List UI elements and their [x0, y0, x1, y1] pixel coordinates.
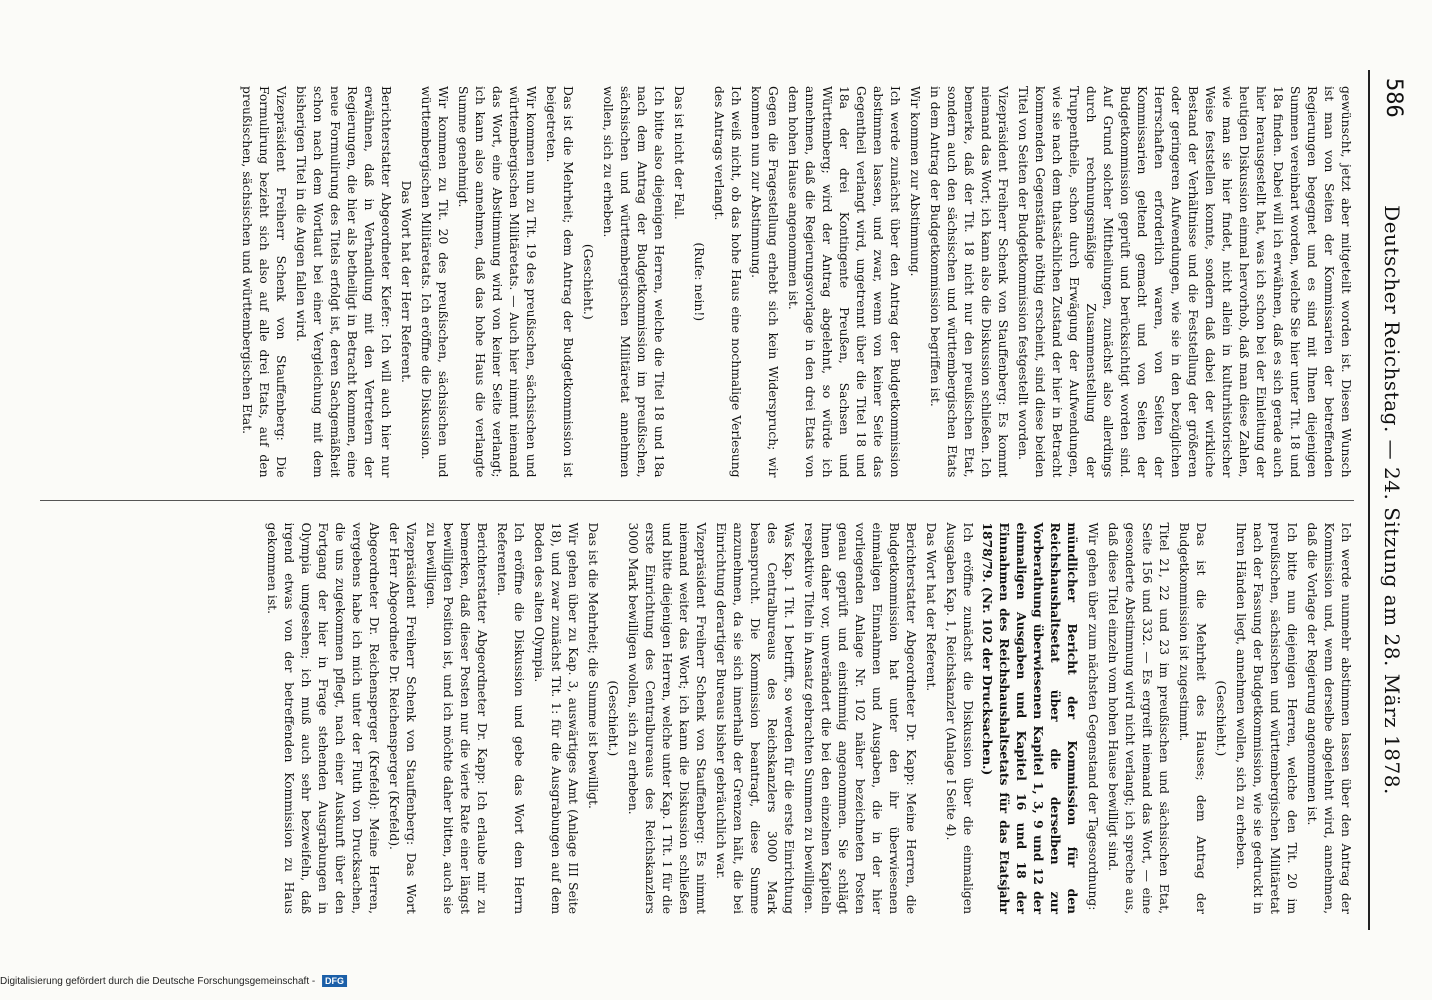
paragraph: Vizepräsident Freiherr Schenk von Stauffenberg: Es kommt niemand das Wort; ich kann also die Diskussion schließen. Ich bemerke, daß der Tit. 18 nicht nur den preußischen Etat, sondern auch den sächsischen und württembergischen Etats in dem Antrag der Budgetkommission begriffen ist. [928, 86, 1010, 478]
credit-strip [0, 962, 1432, 1000]
running-title: Deutscher Reichstag. — 24. Sitzung am 28. März 1878. [1380, 205, 1404, 795]
paragraph: Das Wort hat der Herr Referent. [399, 180, 413, 383]
paragraph: Berichterstatter Abgeordneter Kiefer: Ich will auch hier nur erwähnen, daß in Verhandlung mit den Vertretern der Regierungen, die hier als betheiligt in Betracht kommen, eine neue Formulirung des Titels erfolgt ist, deren Sachgemäßheit schon nach dem Wortlaut bei einer Vergleichung mit dem bisherigen Titel in die Augen fallen wird. [294, 86, 393, 478]
paragraph: Ich eröffne die Diskussion und gebe das Wort dem Herrn Referenten. [495, 522, 526, 914]
interjection: (Geschieht.) [606, 680, 620, 757]
paragraph: Ich werde zunächst über den Antrag der Budgetkommission abstimmen lassen, und zwar, wenn von keiner Seite das Gegentheil verlangt wird, ungetrennt über die Titel 18 und 18a der drei Kontingente Preußen, Sachsen und Württemberg; wird der Antrag abgelehnt, so würde ich annehmen, daß die Regierungsvorlage in den drei Etats von dem hohen Hause angenommen ist. [786, 86, 902, 478]
agenda-item-heading: mündlicher Bericht der Kommission für den Reichshaushaltsetat über die derselben zur Vorberathung überwiesenen Kapitel 1, 3, 9 und 12 der einmaligen Ausgaben und Kapitel 16 und 18 der Einnahmen des Reichshaushaltsetats für das Etatsjahr 1878/79. (Nr. 102 der Drucksachen.) [980, 522, 1080, 914]
paragraph: Ich bitte also diejenigen Herren, welche die Titel 18 und 18a nach dem Antrag der Budgetkommission im preußischen, sächsischen und württembergischen Militäretat annehmen wollen, sich zu erheben. [601, 86, 666, 478]
paragraph: Gegen die Fragestellung erhebt sich kein Widerspruch; wir kommen nun zur Abstimmung. [749, 86, 780, 478]
paragraph: Wir kommen nun zu Tit. 19 des preußischen, sächsischen und württembergischen Militäretats. — Auch hier nimmt niemand das Wort, eine Abstimmung wird von keiner Seite verlangt; ich kann also annehmen, daß das hohe Haus die verlangte Summe genehmigt. [456, 86, 538, 478]
paragraph: Das ist die Mehrheit; dem Antrag der Budgetkommission ist beigetreten. [544, 86, 575, 478]
page-header [1352, 0, 1432, 1000]
right-column [40, 500, 1354, 937]
paragraph: Das ist die Mehrheit des Hauses; dem Antrag der Budgetkommission ist zugestimmt. [1177, 522, 1208, 914]
paragraph: Vizepräsident Freiherr Schenk von Stauffenberg: Das Wort der Herr Abgeordnete Dr. Reichensperger (Krefeld). [387, 522, 418, 914]
paragraph: Was Kap. 1 Tit. 1 betrifft, so werden für die erste Einrichtung des Centralbureaus des Reichskanzlers 3000 Mark beansprucht. Die Kommission beantragt, diese Summe anzunehmen, da sie sich innerhalb der Grenzen hält, die bei Einrichtung derartiger Bureaus bisher gebräuchlich war. [714, 522, 796, 914]
dfg-logo: DFG [322, 975, 347, 987]
paragraph: Ich werde nunmehr abstimmen lassen über den Antrag der Kommission und, wenn derselbe abgelehnt wird, annehmen, daß die Vorlage der Regierung angenommen ist. [1305, 522, 1353, 914]
paragraph: Titel 21, 22 und 23 im preußischen und sächsischen Etat, Seite 156 und 332. — Es ergreift niemand das Wort, — eine gesonderte Abstimmung wird nicht verlangt; ich spreche aus, daß diese Titel einzeln vom hohen Hause bewilligt sind. [1106, 522, 1171, 914]
paragraph: Ich bitte nun diejenigen Herren, welche den Tit. 20 im preußischen, sächsischen und württembergischen Militäretat nach der Fassung der Budgetkommission, wie sie gedruckt in Ihren Händen liegt, annehmen wollen, sich zu erheben. [1234, 522, 1299, 914]
text-columns [40, 64, 1354, 936]
paragraph: Vizepräsident Freiherr Schenk von Stauffenberg: Die Formulirung bezieht sich also auf alle drei Etats, auf den preußischen, sächsischen und württembergischen Etat. [240, 86, 288, 478]
paragraph: Wir kommen zur Abstimmung. [908, 86, 922, 277]
interjection: (Rufe: nein!) [692, 242, 706, 322]
left-column [40, 64, 1354, 500]
header-rule [1368, 70, 1370, 930]
credit-text: Digitalisierung gefördert durch die Deutsche Forschungsgemeinschaft - [0, 976, 316, 987]
interjection: (Geschieht.) [581, 243, 595, 320]
paragraph: Wir gehen über zu Kap. 3, auswärtiges Amt (Anlage III Seite 18), und zwar zunächst Tit. 1: für die Ausgrabungen auf dem Boden des alten Olympia. [532, 522, 580, 914]
paragraph: Wir gehen über zum nächsten Gegenstand der Tagesordnung: [1086, 522, 1100, 911]
paragraph: Das ist nicht der Fall. [672, 86, 686, 220]
page-number: 586 [1381, 78, 1406, 118]
paragraph: Ich weiß nicht, ob das hohe Haus eine nochmalige Verlesung des Antrags verlangt. [712, 86, 743, 478]
paragraph: Das ist die Mehrheit; die Summe ist bewilligt. [586, 522, 600, 809]
paragraph: Ich eröffne zunächst die Diskussion über die einmaligen Ausgaben Kap. 1, Reichskanzler (Anlage I Seite 4). [944, 522, 975, 914]
paragraph: gewünscht, jetzt aber mitgeteilt worden ist. Diesen Wunsch ist man von Seiten der Kommissarien der betreffenden Regierungen begegnet und es sind mit Ihnen diejenigen Summen vereinbart worden, welche Sie hier unter Tit. 18 und 18a finden. Dabei will ich erwähnen, daß es sich gerade auch hier herausgestellt hat, was ich schon bei der Einleitung der heutigen Diskussion einmal hervorhob, daß man diese Zahlen, wie man sie hier findet, nicht allein in kulturhistorischer Weise feststellen konnte, sondern daß dabei der wirkliche Bestand der Verhältnisse und die Feststellung der größeren oder geringeren Aufwendungen, wie sie in den bezüglichen Herrschaften erforderlich waren, von Seiten der Kommissarien geltend gemacht und von Seiten der Budgetkommission geprüft und berücksichtigt worden sind. Auf Grund solcher Mittheilungen, zunächst also allerdings durch rechnungsmäßige Zusammenstellung der Truppentheile, schon durch Erwägung der Aufwendungen, wie sie nach dem thatsächlichen Zustand der hier in Betracht kommenden Gegenstände nöthig erscheint, sind diese beiden Titel von Seiten der Budgetkommission festgestellt worden. [1016, 86, 1353, 478]
credit-line [0, 962, 1432, 1000]
paragraph: Vizepräsident Freiherr Schenk von Stauffenberg: Es nimmt niemand weiter das Wort; ich kann die Diskussion schließen und bitte diejenigen Herren, welche unter Kap. 1 Tit. 1 für die erste Einrichtung des Centralbureaus des Reichskanzlers 3000 Mark bewilligen wollen, sich zu erheben. [626, 522, 708, 914]
paragraph: Das Wort hat der Referent. [924, 522, 938, 692]
paragraph: Abgeordneter Dr. Reichensperger (Krefeld): Meine Herren, vergebens habe ich mich unter der Fluth von Drucksachen, die uns zugekommen pflegt, nach einer Auskunft über den Fortgang der hier in Frage stehenden Ausgrabungen in Olympia umgesehen; ich muß auch sehr bezweifeln, daß irgend etwas von der betreffenden Kommission zu Haus gekommen ist. [265, 522, 381, 914]
paragraph: Berichterstatter Abgeordneter Dr. Kapp: Meine Herren, die Budgetkommission hat unter den ihr überwiesenen einmaligen Einnahmen und Ausgaben, die in der hier vorliegenden Anlage Nr. 102 näher bezeichneten Posten genau geprüft und einstimmig angenommen. Sie schlägt Ihnen daher vor, unverändert die bei den einzelnen Kapiteln respektive Titeln in Ansatz gebrachten Summen zu bewilligen. [802, 522, 918, 914]
paragraph: Wir kommen zu Tit. 20 des preußischen, sächsischen und württembergischen Militäretats. Ich eröffne die Diskussion. [419, 86, 450, 478]
paragraph: Berichterstatter Abgeordneter Dr. Kapp: Ich erlaube mir zu bemerken, daß dieser Posten nur die vierte Rate einer längst bewilligten Position ist, und ich möchte daher bitten, auch sie zu bewilligen. [424, 522, 489, 914]
interjection: (Geschieht.) [1214, 680, 1228, 757]
